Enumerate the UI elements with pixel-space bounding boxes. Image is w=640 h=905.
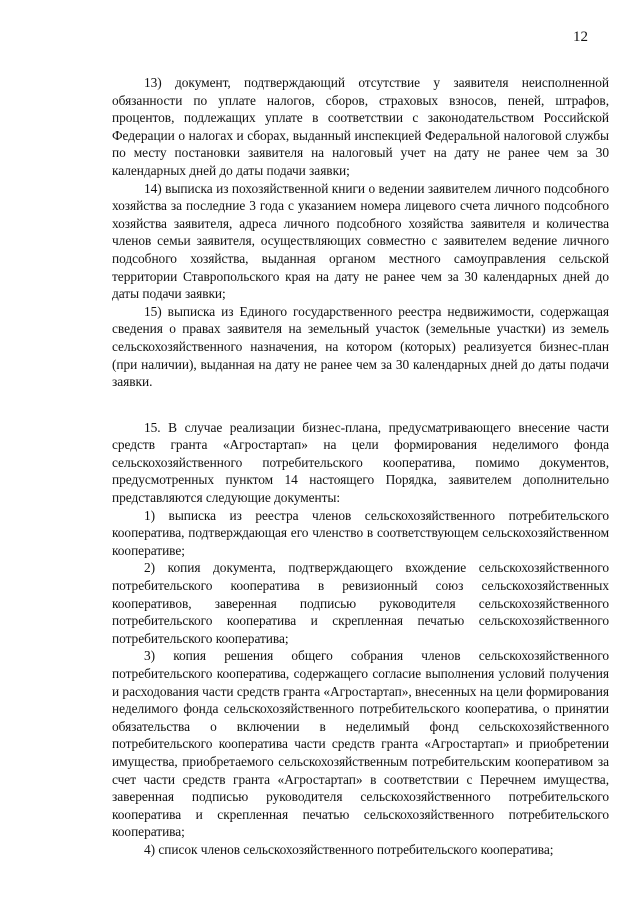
paragraph-item-14: 14) выписка из похозяйственной книги о ведении заявителем личного подсобного хозяйства за последние 3 года с указанием номера лицевого счета личного подсобного хозяйства заявителя, адреса личного подсобного хозяйства заявителя и количества членов семьи заявителя, осуществляющих совместно с заявителем ведение личного подсобного хозяйства, выданная органом местного самоуправления сельской территории Ставропольского края на дату не ранее чем за 30 календарных дней до даты подачи заявки; [112,180,609,302]
paragraph-item-13: 13) документ, подтверждающий отсутствие у заявителя неисполненной обязанности по уплате налогов, сборов, страховых взносов, пеней, штрафов, процентов, подлежащих уплате в соответствии с законодательством Российской Федерации о налогах и сборах, выданный инспекцией Федеральной налоговой службы по месту постановки заявителя на налоговый учет на дату не ранее чем за 30 календарных дней до даты подачи заявки; [112,75,609,178]
paragraph-subitem-2: 2) копия документа, подтверждающего вхождение сельскохозяйственного потребительского кооператива в ревизионный союз сельскохозяйственных кооперативов, заверенная подписью руководителя сельскохозяйственного потребительского кооператива и скрепленная печатью сельскохозяйственного потребительского кооператива; [112,560,609,646]
paragraph-subitem-3: 3) копия решения общего собрания членов сельскохозяйственного потребительского кооператива, содержащего согласие выполнения условий получения и расходования части средств гранта «Агростартап», внесенных на цели формирования неделимого фонда сельскохозяйственного потребительского кооператива, о принятии обязательства о включении в неделимый фонд сельскохозяйственного потребительского кооператива части средств гранта «Агростартап» и приобретении имущества, приобретаемого сельскохозяйственным потребительским кооперативом за счет части средств гранта «Агростартап» в соответствии с Перечнем имущества, заверенная подписью руководителя сельскохозяйственного потребительского кооператива и скрепленная печатью сельскохозяйственного потребительского кооператива; [112,648,609,840]
paragraph-subitem-1: 1) выписка из реестра членов сельскохозяйственного потребительского кооператива, подтверждающая его членство в соответствующем сельскохозяйственном кооперативе; [112,507,609,558]
document-body [112,74,609,859]
paragraph-subitem-4: 4) список членов сельскохозяйственного потребительского кооператива; [144,841,554,857]
paragraph-section-15: 15. В случае реализации бизнес-плана, предусматривающего внесение части средств гранта «Агростартап» на цели формирования неделимого фонда сельскохозяйственного потребительского кооператива, помимо документов, предусмотренных пунктом 14 настоящего Порядка, заявителем дополнительно представляются следующие документы: [112,419,609,506]
page-number: 12 [573,29,588,45]
paragraph-item-15: 15) выписка из Единого государственного реестра недвижимости, содержащая сведения о правах заявителя на земельный участок (земельные участки) из земель сельскохозяйственного назначения, на котором (которых) реализуется бизнес-план (при наличии), выданная на дату не ранее чем за 30 календарных дней до даты подачи заявки. [112,303,609,390]
